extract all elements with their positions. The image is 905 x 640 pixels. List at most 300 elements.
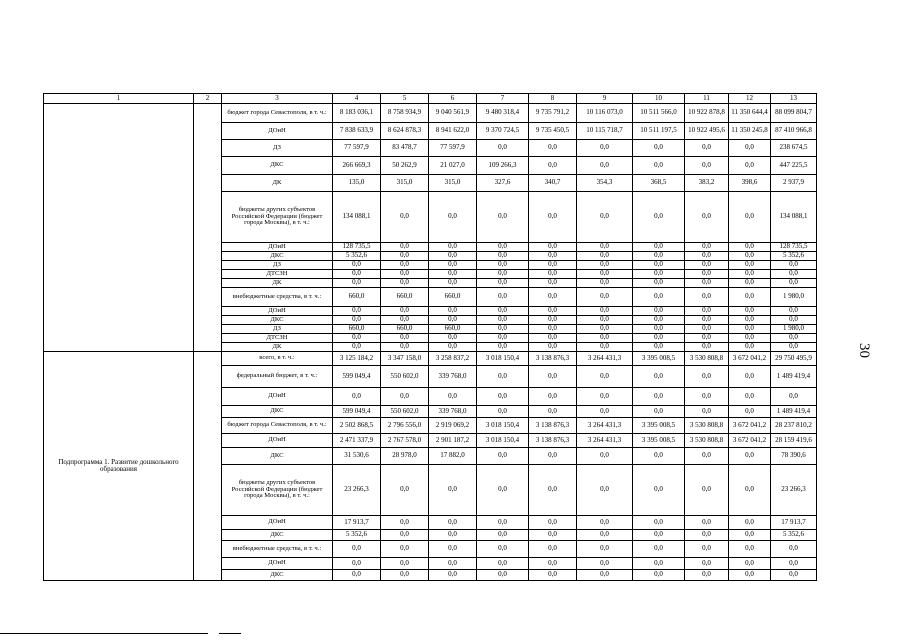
column-number-cell: 13 — [771, 94, 817, 104]
amount-cell: 77 597,9 — [429, 140, 477, 157]
amount-cell: 1 489 419,4 — [771, 366, 817, 388]
amount-cell: 5 352,6 — [771, 252, 817, 261]
column-number-cell: 4 — [333, 94, 381, 104]
amount-cell: 0,0 — [729, 334, 771, 343]
amount-cell: 0,0 — [685, 316, 729, 325]
amount-cell: 0,0 — [729, 252, 771, 261]
amount-cell: 0,0 — [771, 570, 817, 581]
funding-source-cell: ДОиН — [222, 434, 333, 448]
program-name-cell-empty — [44, 104, 194, 352]
amount-cell: 29 750 495,9 — [771, 352, 817, 366]
amount-cell: 0,0 — [429, 334, 477, 343]
amount-cell: 0,0 — [633, 570, 685, 581]
amount-cell: 0,0 — [381, 192, 429, 243]
amount-cell: 0,0 — [577, 530, 633, 541]
amount-cell: 0,0 — [429, 343, 477, 352]
amount-cell: 0,0 — [477, 366, 529, 388]
amount-cell: 0,0 — [633, 366, 685, 388]
amount-cell: 339 768,0 — [429, 406, 477, 418]
amount-cell: 0,0 — [633, 530, 685, 541]
amount-cell: 3 138 876,3 — [529, 418, 577, 434]
amount-cell: 0,0 — [729, 325, 771, 334]
funding-source-cell: ДКС — [222, 570, 333, 581]
amount-cell: 0,0 — [577, 366, 633, 388]
amount-cell: 17 913,7 — [333, 516, 381, 530]
amount-cell: 0,0 — [477, 558, 529, 570]
amount-cell: 0,0 — [529, 316, 577, 325]
amount-cell: 660,0 — [333, 325, 381, 334]
amount-cell: 0,0 — [429, 261, 477, 270]
amount-cell: 0,0 — [477, 530, 529, 541]
amount-cell: 0,0 — [477, 388, 529, 406]
amount-cell: 10 922 878,8 — [685, 104, 729, 123]
amount-cell: 0,0 — [633, 288, 685, 307]
amount-cell: 3 138 876,3 — [529, 352, 577, 366]
amount-cell: 10 511 197,5 — [633, 123, 685, 140]
funding-source-cell: бюджеты других субъектов Российской Федерации (бюджет города Москвы), в т. ч.: — [222, 192, 333, 243]
amount-cell: 3 264 431,3 — [577, 352, 633, 366]
amount-cell: 0,0 — [477, 448, 529, 465]
amount-cell: 3 018 150,4 — [477, 418, 529, 434]
amount-cell: 0,0 — [477, 288, 529, 307]
amount-cell: 0,0 — [381, 270, 429, 279]
amount-cell: 2 919 069,2 — [429, 418, 477, 434]
amount-cell: 266 669,3 — [333, 157, 381, 175]
funding-source-cell: федеральный бюджет, в т. ч.: — [222, 366, 333, 388]
amount-cell: 0,0 — [685, 325, 729, 334]
amount-cell: 77 597,9 — [333, 140, 381, 157]
amount-cell: 8 758 934,9 — [381, 104, 429, 123]
amount-cell: 17 913,7 — [771, 516, 817, 530]
funding-source-cell: внебюджетные средства, в т. ч.: — [222, 288, 333, 307]
table-row — [44, 104, 817, 123]
amount-cell: 0,0 — [477, 192, 529, 243]
amount-cell: 0,0 — [477, 325, 529, 334]
funding-source-cell: ДКС — [222, 406, 333, 418]
amount-cell: 3 138 876,3 — [529, 434, 577, 448]
amount-cell: 0,0 — [577, 270, 633, 279]
amount-cell: 0,0 — [429, 279, 477, 288]
amount-cell: 0,0 — [633, 343, 685, 352]
funding-source-cell: ДОиН — [222, 307, 333, 316]
amount-cell: 5 352,6 — [771, 530, 817, 541]
amount-cell: 0,0 — [477, 541, 529, 558]
amount-cell: 0,0 — [729, 388, 771, 406]
amount-cell: 0,0 — [429, 307, 477, 316]
funding-source-cell: ДОиН — [222, 516, 333, 530]
table-row — [44, 352, 817, 366]
amount-cell: 599 049,4 — [333, 366, 381, 388]
amount-cell: 0,0 — [685, 530, 729, 541]
amount-cell: 0,0 — [333, 541, 381, 558]
amount-cell: 0,0 — [529, 270, 577, 279]
funding-source-cell: ДКС — [222, 316, 333, 325]
amount-cell: 88 099 804,7 — [771, 104, 817, 123]
funding-source-cell: ДК — [222, 279, 333, 288]
amount-cell: 0,0 — [333, 316, 381, 325]
amount-cell: 0,0 — [333, 388, 381, 406]
amount-cell: 11 350 644,4 — [729, 104, 771, 123]
amount-cell: 0,0 — [577, 279, 633, 288]
amount-cell: 0,0 — [529, 448, 577, 465]
amount-cell: 0,0 — [429, 270, 477, 279]
amount-cell: 0,0 — [529, 541, 577, 558]
amount-cell: 0,0 — [477, 570, 529, 581]
amount-cell: 0,0 — [729, 530, 771, 541]
amount-cell: 0,0 — [429, 516, 477, 530]
amount-cell: 0,0 — [729, 465, 771, 516]
amount-cell: 23 266,3 — [771, 465, 817, 516]
amount-cell: 87 410 966,8 — [771, 123, 817, 140]
amount-cell: 135,0 — [333, 175, 381, 192]
amount-cell: 0,0 — [529, 243, 577, 252]
amount-cell: 0,0 — [529, 388, 577, 406]
amount-cell: 0,0 — [381, 516, 429, 530]
amount-cell: 0,0 — [429, 570, 477, 581]
amount-cell: 128 735,5 — [771, 243, 817, 252]
amount-cell: 327,6 — [477, 175, 529, 192]
amount-cell: 238 674,5 — [771, 140, 817, 157]
column-2-cell — [194, 352, 222, 581]
amount-cell: 0,0 — [477, 516, 529, 530]
amount-cell: 3 347 158,0 — [381, 352, 429, 366]
column-number-cell: 7 — [477, 94, 529, 104]
amount-cell: 0,0 — [529, 558, 577, 570]
amount-cell: 0,0 — [529, 516, 577, 530]
amount-cell: 0,0 — [381, 388, 429, 406]
funding-source-cell: ДЗ — [222, 140, 333, 157]
amount-cell: 550 602,0 — [381, 366, 429, 388]
amount-cell: 3 395 008,5 — [633, 352, 685, 366]
amount-cell: 0,0 — [685, 388, 729, 406]
amount-cell: 0,0 — [685, 307, 729, 316]
column-number-row — [44, 94, 817, 104]
amount-cell: 0,0 — [429, 541, 477, 558]
amount-cell: 0,0 — [685, 343, 729, 352]
amount-cell: 9 480 318,4 — [477, 104, 529, 123]
amount-cell: 0,0 — [529, 366, 577, 388]
amount-cell: 0,0 — [529, 279, 577, 288]
amount-cell: 0,0 — [633, 558, 685, 570]
amount-cell: 0,0 — [633, 388, 685, 406]
amount-cell: 0,0 — [633, 270, 685, 279]
funding-source-cell: ДТСЗН — [222, 270, 333, 279]
amount-cell: 0,0 — [633, 252, 685, 261]
amount-cell: 0,0 — [333, 307, 381, 316]
amount-cell: 0,0 — [429, 388, 477, 406]
amount-cell: 0,0 — [529, 465, 577, 516]
column-2-cell — [194, 104, 222, 352]
budget-table-container — [43, 93, 817, 581]
funding-source-cell: ДК — [222, 175, 333, 192]
amount-cell: 31 530,6 — [333, 448, 381, 465]
amount-cell: 660,0 — [333, 288, 381, 307]
amount-cell: 3 264 431,3 — [577, 434, 633, 448]
amount-cell: 0,0 — [577, 252, 633, 261]
amount-cell: 2 796 556,0 — [381, 418, 429, 434]
amount-cell: 368,5 — [633, 175, 685, 192]
amount-cell: 0,0 — [685, 261, 729, 270]
amount-cell: 0,0 — [771, 270, 817, 279]
amount-cell: 3 530 808,8 — [685, 352, 729, 366]
amount-cell: 0,0 — [577, 192, 633, 243]
amount-cell: 0,0 — [577, 516, 633, 530]
amount-cell: 0,0 — [633, 192, 685, 243]
column-number-cell: 1 — [44, 94, 194, 104]
amount-cell: 0,0 — [729, 288, 771, 307]
amount-cell: 0,0 — [633, 140, 685, 157]
amount-cell: 0,0 — [685, 406, 729, 418]
amount-cell: 340,7 — [529, 175, 577, 192]
amount-cell: 9 735 791,2 — [529, 104, 577, 123]
amount-cell: 0,0 — [381, 261, 429, 270]
amount-cell: 383,2 — [685, 175, 729, 192]
funding-source-cell: ДКС — [222, 157, 333, 175]
funding-source-cell: бюджет города Севастополя, в т. ч.: — [222, 104, 333, 123]
amount-cell: 0,0 — [529, 307, 577, 316]
amount-cell: 0,0 — [633, 516, 685, 530]
amount-cell: 0,0 — [685, 516, 729, 530]
amount-cell: 0,0 — [381, 530, 429, 541]
amount-cell: 660,0 — [381, 288, 429, 307]
amount-cell: 0,0 — [729, 516, 771, 530]
page-number: 30 — [856, 343, 872, 358]
amount-cell: 0,0 — [633, 243, 685, 252]
amount-cell: 0,0 — [577, 465, 633, 516]
funding-source-cell: ДОиН — [222, 123, 333, 140]
amount-cell: 0,0 — [771, 279, 817, 288]
column-number-cell: 12 — [729, 94, 771, 104]
amount-cell: 3 395 008,5 — [633, 418, 685, 434]
amount-cell: 3 530 808,8 — [685, 418, 729, 434]
amount-cell: 0,0 — [685, 334, 729, 343]
funding-source-cell: ДК — [222, 343, 333, 352]
funding-source-cell: ДЗ — [222, 325, 333, 334]
amount-cell: 28 159 419,6 — [771, 434, 817, 448]
amount-cell: 3 395 008,5 — [633, 434, 685, 448]
amount-cell: 0,0 — [685, 570, 729, 581]
funding-source-cell: ДОиН — [222, 243, 333, 252]
amount-cell: 0,0 — [477, 465, 529, 516]
amount-cell: 2 471 337,9 — [333, 434, 381, 448]
amount-cell: 17 882,0 — [429, 448, 477, 465]
amount-cell: 0,0 — [529, 406, 577, 418]
amount-cell: 0,0 — [381, 541, 429, 558]
amount-cell: 0,0 — [333, 334, 381, 343]
amount-cell: 0,0 — [477, 406, 529, 418]
amount-cell: 0,0 — [729, 343, 771, 352]
amount-cell: 660,0 — [429, 325, 477, 334]
amount-cell: 0,0 — [577, 541, 633, 558]
amount-cell: 398,6 — [729, 175, 771, 192]
funding-source-cell: бюджет города Севастополя, в т. ч.: — [222, 418, 333, 434]
amount-cell: 0,0 — [685, 192, 729, 243]
amount-cell: 7 838 633,9 — [333, 123, 381, 140]
funding-source-cell: всего, в т. ч.: — [222, 352, 333, 366]
amount-cell: 0,0 — [577, 558, 633, 570]
footer-rule-short — [219, 633, 241, 634]
funding-source-cell: внебюджетные средства, в т. ч.: — [222, 541, 333, 558]
amount-cell: 0,0 — [577, 448, 633, 465]
amount-cell: 0,0 — [429, 192, 477, 243]
amount-cell: 0,0 — [771, 558, 817, 570]
program-name-cell: Подпрограмма 1. Развитие дошкольного образования — [44, 352, 194, 581]
amount-cell: 109 266,3 — [477, 157, 529, 175]
amount-cell: 8 183 036,1 — [333, 104, 381, 123]
column-number-cell: 3 — [222, 94, 333, 104]
amount-cell: 0,0 — [685, 157, 729, 175]
amount-cell: 78 390,6 — [771, 448, 817, 465]
column-number-cell: 9 — [577, 94, 633, 104]
amount-cell: 0,0 — [333, 558, 381, 570]
funding-source-cell: ДЗ — [222, 261, 333, 270]
amount-cell: 0,0 — [771, 541, 817, 558]
amount-cell: 0,0 — [771, 388, 817, 406]
amount-cell: 0,0 — [477, 140, 529, 157]
amount-cell: 0,0 — [685, 279, 729, 288]
amount-cell: 0,0 — [529, 530, 577, 541]
column-number-cell: 2 — [194, 94, 222, 104]
amount-cell: 3 018 150,4 — [477, 352, 529, 366]
amount-cell: 0,0 — [633, 448, 685, 465]
amount-cell: 0,0 — [577, 570, 633, 581]
amount-cell: 0,0 — [685, 140, 729, 157]
amount-cell: 0,0 — [685, 243, 729, 252]
amount-cell: 0,0 — [729, 558, 771, 570]
amount-cell: 21 027,0 — [429, 157, 477, 175]
amount-cell: 0,0 — [477, 252, 529, 261]
budget-table-body — [44, 94, 817, 581]
amount-cell: 10 511 566,0 — [633, 104, 685, 123]
amount-cell: 354,3 — [577, 175, 633, 192]
column-number-cell: 8 — [529, 94, 577, 104]
amount-cell: 28 237 810,2 — [771, 418, 817, 434]
amount-cell: 0,0 — [333, 261, 381, 270]
amount-cell: 3 672 041,2 — [729, 352, 771, 366]
amount-cell: 9 040 561,9 — [429, 104, 477, 123]
amount-cell: 0,0 — [633, 334, 685, 343]
amount-cell: 0,0 — [577, 388, 633, 406]
amount-cell: 0,0 — [633, 541, 685, 558]
amount-cell: 315,0 — [381, 175, 429, 192]
amount-cell: 0,0 — [685, 252, 729, 261]
amount-cell: 0,0 — [771, 316, 817, 325]
funding-source-cell: ДКС — [222, 530, 333, 541]
amount-cell: 0,0 — [729, 140, 771, 157]
amount-cell: 0,0 — [429, 252, 477, 261]
amount-cell: 0,0 — [429, 316, 477, 325]
amount-cell: 0,0 — [477, 343, 529, 352]
amount-cell: 0,0 — [685, 270, 729, 279]
amount-cell: 0,0 — [529, 252, 577, 261]
amount-cell: 0,0 — [577, 261, 633, 270]
amount-cell: 3 125 184,2 — [333, 352, 381, 366]
amount-cell: 128 735,5 — [333, 243, 381, 252]
amount-cell: 0,0 — [729, 448, 771, 465]
funding-source-cell: бюджеты других субъектов Российской Федерации (бюджет города Москвы), в т. ч.: — [222, 465, 333, 516]
amount-cell: 0,0 — [729, 570, 771, 581]
amount-cell: 3 672 041,2 — [729, 434, 771, 448]
amount-cell: 0,0 — [529, 157, 577, 175]
amount-cell: 134 088,1 — [771, 192, 817, 243]
amount-cell: 0,0 — [633, 465, 685, 516]
amount-cell: 0,0 — [577, 307, 633, 316]
amount-cell: 0,0 — [729, 243, 771, 252]
amount-cell: 0,0 — [577, 343, 633, 352]
column-number-cell: 10 — [633, 94, 685, 104]
amount-cell: 83 478,7 — [381, 140, 429, 157]
budget-table — [43, 93, 817, 581]
amount-cell: 0,0 — [685, 541, 729, 558]
amount-cell: 0,0 — [529, 325, 577, 334]
amount-cell: 2 502 868,5 — [333, 418, 381, 434]
amount-cell: 0,0 — [685, 288, 729, 307]
amount-cell: 0,0 — [633, 279, 685, 288]
amount-cell: 0,0 — [577, 157, 633, 175]
amount-cell: 0,0 — [381, 243, 429, 252]
amount-cell: 10 116 073,0 — [577, 104, 633, 123]
amount-cell: 0,0 — [633, 307, 685, 316]
funding-source-cell: ДКС — [222, 448, 333, 465]
amount-cell: 0,0 — [729, 316, 771, 325]
amount-cell: 0,0 — [577, 334, 633, 343]
amount-cell: 0,0 — [477, 334, 529, 343]
amount-cell: 447 225,5 — [771, 157, 817, 175]
amount-cell: 0,0 — [577, 406, 633, 418]
amount-cell: 0,0 — [771, 307, 817, 316]
column-number-cell: 11 — [685, 94, 729, 104]
amount-cell: 3 018 150,4 — [477, 434, 529, 448]
amount-cell: 1 489 419,4 — [771, 406, 817, 418]
amount-cell: 3 264 431,3 — [577, 418, 633, 434]
amount-cell: 599 049,4 — [333, 406, 381, 418]
amount-cell: 0,0 — [529, 192, 577, 243]
amount-cell: 1 980,0 — [771, 288, 817, 307]
amount-cell: 0,0 — [529, 570, 577, 581]
amount-cell: 315,0 — [429, 175, 477, 192]
amount-cell: 0,0 — [729, 279, 771, 288]
amount-cell: 0,0 — [381, 570, 429, 581]
amount-cell: 0,0 — [529, 334, 577, 343]
amount-cell: 339 768,0 — [429, 366, 477, 388]
amount-cell: 0,0 — [771, 261, 817, 270]
amount-cell: 0,0 — [477, 307, 529, 316]
amount-cell: 0,0 — [633, 406, 685, 418]
amount-cell: 0,0 — [729, 366, 771, 388]
amount-cell: 0,0 — [381, 307, 429, 316]
column-number-cell: 6 — [429, 94, 477, 104]
amount-cell: 0,0 — [477, 270, 529, 279]
amount-cell: 0,0 — [477, 316, 529, 325]
amount-cell: 0,0 — [381, 558, 429, 570]
amount-cell: 0,0 — [577, 316, 633, 325]
amount-cell: 5 352,6 — [333, 530, 381, 541]
amount-cell: 0,0 — [577, 325, 633, 334]
amount-cell: 0,0 — [685, 448, 729, 465]
amount-cell: 0,0 — [477, 279, 529, 288]
amount-cell: 0,0 — [529, 343, 577, 352]
amount-cell: 2 901 187,2 — [429, 434, 477, 448]
amount-cell: 0,0 — [633, 157, 685, 175]
funding-source-cell: ДОиН — [222, 558, 333, 570]
amount-cell: 0,0 — [381, 279, 429, 288]
amount-cell: 0,0 — [771, 334, 817, 343]
funding-source-cell: ДТСЗН — [222, 334, 333, 343]
funding-source-cell: ДКС — [222, 252, 333, 261]
amount-cell: 0,0 — [381, 465, 429, 516]
amount-cell: 2 937,9 — [771, 175, 817, 192]
amount-cell: 0,0 — [729, 157, 771, 175]
